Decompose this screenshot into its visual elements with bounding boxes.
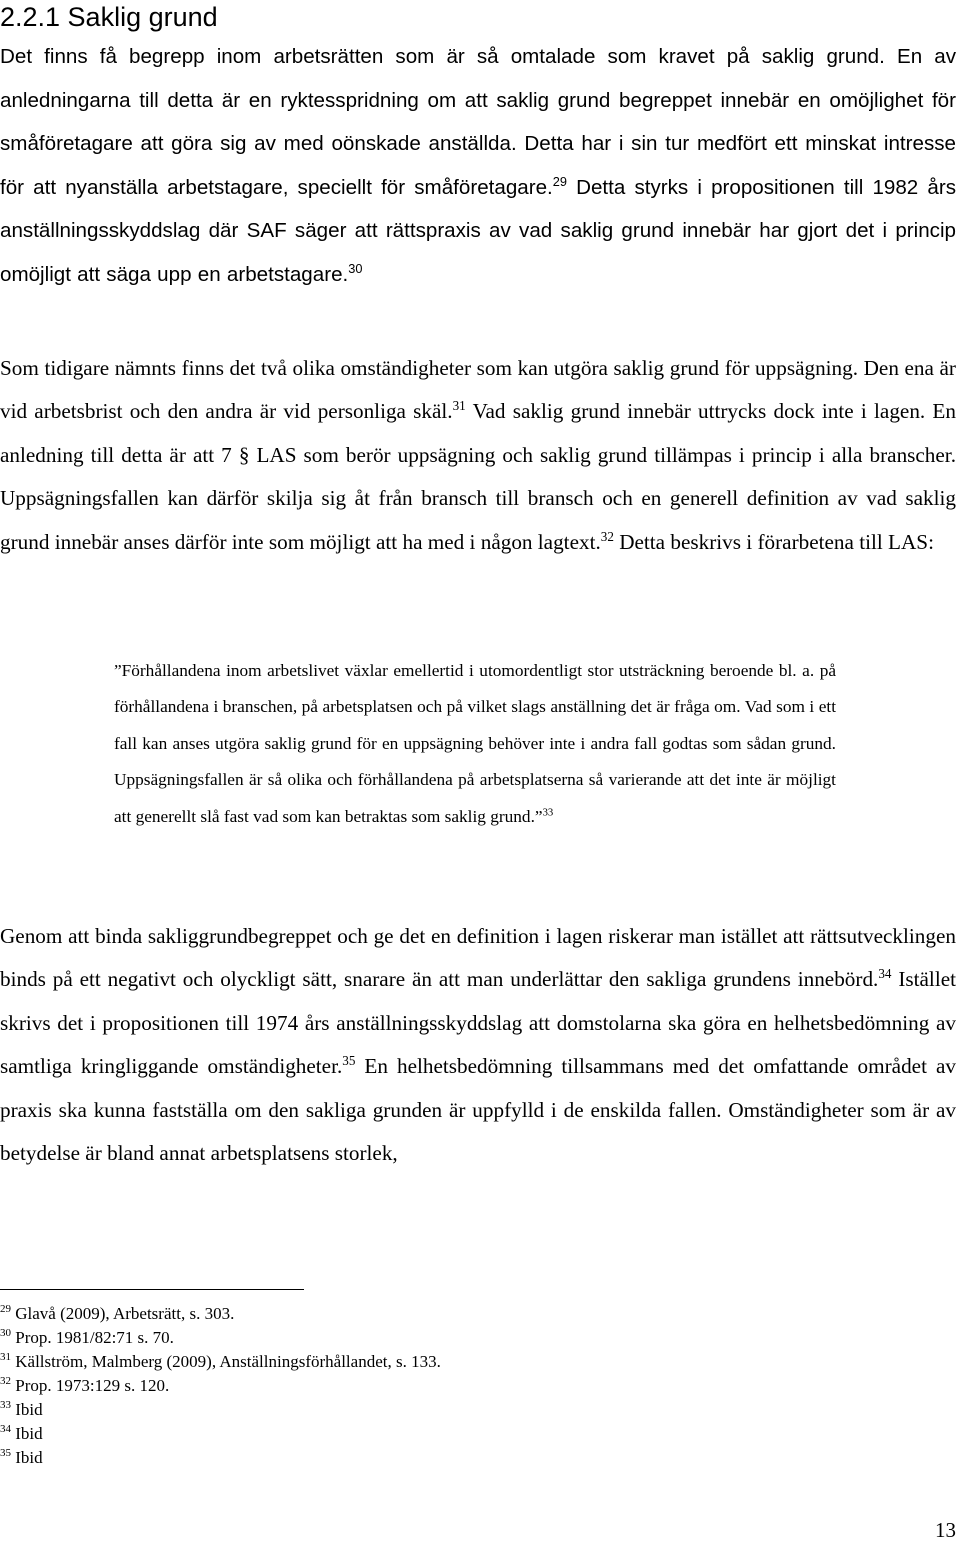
paragraph-2-text-a: Som tidigare nämnts finns det två olika omständigheter som kan utgöra saklig grund för uppsägning. Den ena är vid arbetsbrist och den andra är vid personliga skäl. xyxy=(0,356,956,424)
paragraph-2 xyxy=(0,347,956,564)
paragraph-1 xyxy=(0,35,956,296)
footnote-35 xyxy=(0,1446,441,1470)
footnote-ref-33: 33 xyxy=(542,805,554,818)
footnote-ref-32: 32 xyxy=(600,528,614,544)
footnote-text: Prop. 1981/82:71 s. 70. xyxy=(11,1328,174,1347)
paragraph-3-text-a: Genom att binda sakliggrundbegreppet och ge det en definition i lagen riskerar man istället att rättsutvecklingen binds på ett negativt och olyckligt sätt, snarare än att man underlättar den sakliga grundens innebörd. xyxy=(0,924,956,992)
footnote-text: Prop. 1973:129 s. 120. xyxy=(11,1376,170,1395)
footnote-32 xyxy=(0,1374,441,1398)
paragraph-1-text-a: Det finns få begrepp inom arbetsrätten som är så omtalade som kravet på saklig grund. En av anledningarna till detta är en ryktesspridning om att saklig grund begreppet innebär en omöjlighet för småföretagare att göra sig av med oönskade anställda. Detta har i sin tur medfört ett minskat intresse för att nyanställa arbetstagare, speciellt för småföretagare. xyxy=(0,45,956,199)
footnote-text: Glavå (2009), Arbetsrätt, s. 303. xyxy=(11,1304,235,1323)
footnote-ref-35: 35 xyxy=(342,1053,356,1069)
paragraph-1-text-b: Detta styrks i propositionen till 1982 års anställningsskyddslag där SAF säger att rättspraxis av vad saklig grund innebär har gjort det i princip omöjligt att säga upp en arbetstagare. xyxy=(0,175,956,286)
footnote-list xyxy=(0,1302,441,1470)
paragraph-2-text-b: Vad saklig grund innebär uttrycks dock inte i lagen. En anledning till detta är att 7 § LAS som berör uppsägning och saklig grund tillämpas i princip i alla branscher. Uppsägningsfallen kan därför skilja sig åt från bransch till bransch och en generell definition av vad saklig grund innebär anses därför inte som möjligt att ha med i någon lagtext. xyxy=(0,399,956,554)
footnote-number: 30 xyxy=(0,1327,11,1339)
footnote-29 xyxy=(0,1302,441,1326)
paragraph-3-text-c: En helhetsbedömning tillsammans med det omfattande området av praxis ska kunna fastställa om den sakliga grunden är uppfylld i de enskilda fallen. Omständigheter som är av betydelse är bland annat arbetsplatsens storlek, xyxy=(0,1054,956,1166)
footnote-number: 34 xyxy=(0,1423,11,1435)
page-number: 13 xyxy=(935,1518,956,1542)
block-quote-text: ”Förhållandena inom arbetslivet växlar emellertid i utomordentligt stor utsträckning beroende bl. a. på förhållandena i branschen, på arbetsplatsen och på vilket slags anställning det är fråga om. Vad som i ett fall kan anses utgöra saklig grund för en uppsägning behöver inte i andra fall godtas som sådan grund. Uppsägningsfallen är så olika och förhållandena på arbetsplatserna så varierande att det inte är möjligt att generellt slå fast vad som kan betraktas som saklig grund.” xyxy=(114,661,836,826)
footnote-number: 31 xyxy=(0,1351,11,1363)
block-quote xyxy=(114,653,836,835)
footnote-ref-29: 29 xyxy=(552,173,567,189)
footnote-number: 35 xyxy=(0,1447,11,1459)
footnote-31 xyxy=(0,1350,441,1374)
footnote-ref-30: 30 xyxy=(348,260,363,276)
section-heading: 2.2.1 Saklig grund xyxy=(0,2,218,32)
footnote-text: Ibid xyxy=(11,1424,43,1443)
footnote-number: 29 xyxy=(0,1303,11,1315)
footnote-text: Ibid xyxy=(11,1400,43,1419)
footnote-34 xyxy=(0,1422,441,1446)
footnote-text: Ibid xyxy=(11,1448,43,1467)
footnote-separator xyxy=(0,1289,304,1290)
footnote-ref-31: 31 xyxy=(452,398,466,414)
paragraph-3 xyxy=(0,915,956,1175)
footnote-ref-34: 34 xyxy=(878,966,892,982)
footnote-30 xyxy=(0,1326,441,1350)
footnote-text: Källström, Malmberg (2009), Anställningsförhållandet, s. 133. xyxy=(11,1352,441,1371)
paragraph-2-text-c: Detta beskrivs i förarbetena till LAS: xyxy=(613,529,934,554)
footnote-number: 33 xyxy=(0,1399,11,1411)
footnote-33 xyxy=(0,1398,441,1422)
footnote-number: 32 xyxy=(0,1375,11,1387)
paragraph-3-text-b: Istället skrivs det i propositionen till 1974 års anställningsskyddslag att domstolarna ska göra en helhetsbedömning av samtliga kringliggande omständigheter. xyxy=(0,967,956,1079)
